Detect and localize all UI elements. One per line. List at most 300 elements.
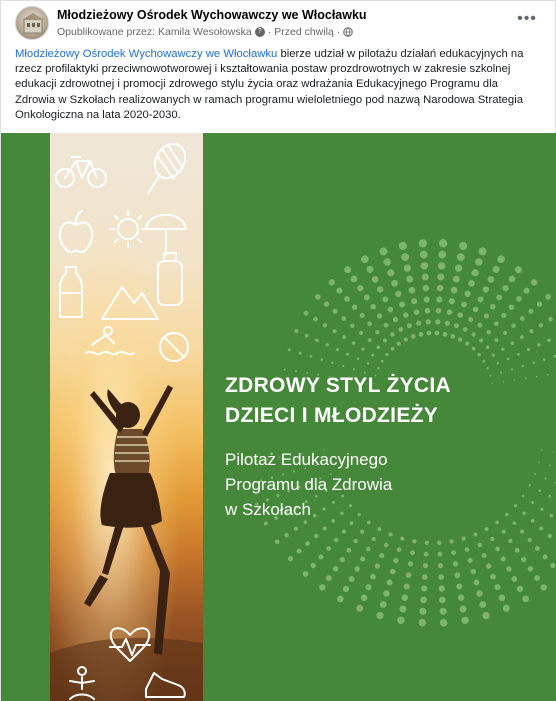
photo-strip <box>50 133 203 701</box>
decor-dot <box>507 358 510 361</box>
bicycle-icon <box>56 157 106 187</box>
decor-dot <box>320 358 323 361</box>
decor-dot <box>520 529 524 533</box>
decor-dot <box>460 606 467 613</box>
decor-dot <box>528 309 533 314</box>
decor-dot <box>341 316 346 321</box>
decor-dot <box>503 605 510 612</box>
decor-dot <box>403 312 408 317</box>
decor-dot <box>419 619 427 627</box>
decor-dot <box>395 291 401 297</box>
decor-dot <box>522 596 529 603</box>
decor-dot <box>397 547 402 552</box>
decor-dot <box>465 342 469 346</box>
decor-dot <box>389 532 393 536</box>
decor-dot <box>337 596 344 603</box>
decor-dot <box>326 343 329 346</box>
decor-dot <box>315 294 321 300</box>
decor-dot <box>468 317 473 322</box>
decor-dot <box>377 527 381 531</box>
decor-dot <box>532 362 534 364</box>
decor-dot <box>357 285 363 291</box>
decor-dot <box>524 288 530 294</box>
decor-dot <box>483 286 489 292</box>
page-name-link[interactable]: Młodzieżowy Ośrodek Wychowawczy we Włocławku <box>57 8 367 22</box>
decor-dot <box>404 264 411 271</box>
decor-dot <box>411 334 416 339</box>
decor-dot <box>511 323 515 327</box>
decor-dot <box>319 584 325 590</box>
decor-dot <box>342 529 346 533</box>
decor-dot <box>459 242 467 250</box>
decor-dot <box>482 553 487 558</box>
decor-dot <box>468 280 475 287</box>
decor-dot <box>333 329 337 333</box>
decor-dot <box>494 338 498 342</box>
decor-dot <box>438 262 445 269</box>
decor-dot <box>344 266 351 273</box>
sun-icon <box>110 211 146 247</box>
sunscreen-icon <box>158 253 182 305</box>
decor-dot <box>535 546 540 551</box>
decor-dot <box>475 258 483 266</box>
decor-dot <box>342 335 346 339</box>
decor-dot <box>506 566 511 571</box>
decor-dot <box>438 563 443 568</box>
decor-dot <box>406 572 412 578</box>
decor-dot <box>521 557 526 562</box>
decor-dot <box>462 536 466 540</box>
decor-dot <box>294 329 298 333</box>
decor-dot <box>443 332 448 337</box>
decor-dot <box>497 256 505 264</box>
decor-dot <box>435 331 440 336</box>
decor-dot <box>305 334 309 338</box>
decor-dot <box>421 585 427 591</box>
decor-dot <box>379 553 384 558</box>
decor-dot <box>438 574 444 580</box>
decor-dot <box>329 279 335 285</box>
decor-dot <box>485 527 489 531</box>
decor-dot <box>548 495 551 498</box>
decor-dot <box>370 304 376 310</box>
decor-dot <box>275 539 280 544</box>
decor-dot <box>397 342 401 346</box>
decor-dot <box>488 276 495 283</box>
mountain-icon <box>102 287 158 319</box>
decor-dot <box>520 335 524 339</box>
post-body-text: bierze udział w pilotażu działań edukacyjnych na rzecz profilaktyki przeciwnowotworowej i kształtowania postaw prozdrowotnych w zakresie szkolnej edukacji zdrowotnej i promocji zdrowego stylu życia oraz wdrażania Edukacyjnego Programu dla Zdrowia w Szkołach realizowanych w ramach programu wieloletniego pod nazwą Narodowa Strategia Onkologiczna na lata 2020-2030. <box>15 48 524 121</box>
decor-dot <box>437 541 441 545</box>
decor-dot <box>350 323 354 327</box>
page-mention-link[interactable]: Młodzieżowy Ośrodek Wychowawczy we Włocławku <box>15 48 278 60</box>
decor-dot <box>543 358 546 361</box>
decor-dot <box>473 532 477 536</box>
decor-dot <box>455 572 461 578</box>
decor-dot <box>478 543 483 548</box>
decor-dot <box>439 585 445 591</box>
decor-dot <box>349 576 355 582</box>
water-bottle-icon <box>60 267 82 317</box>
decor-dot <box>416 321 421 326</box>
decor-dot <box>534 575 540 581</box>
poster-title: ZDROWY STYL ŻYCIA DZIECI I MŁODZIEŻY <box>225 374 451 427</box>
decor-dot <box>402 594 409 601</box>
decor-dot <box>288 348 291 351</box>
decor-dot <box>517 586 523 592</box>
decor-dot <box>522 365 524 367</box>
decor-dot <box>539 323 543 327</box>
decor-dot <box>384 323 389 328</box>
decor-dot <box>264 522 268 526</box>
decor-dot <box>437 273 444 280</box>
decor-dot <box>393 558 398 563</box>
decor-dot <box>357 358 360 361</box>
decor-dot <box>347 548 352 553</box>
decor-dot <box>318 554 323 559</box>
decor-dot <box>478 296 484 302</box>
decor-dot <box>377 346 381 350</box>
decor-dot <box>487 330 491 334</box>
decor-dot <box>435 319 440 324</box>
decor-dot <box>326 546 331 551</box>
post-text <box>15 47 539 123</box>
decor-dot <box>472 269 479 276</box>
decor-dot <box>387 580 393 586</box>
decor-dot <box>454 323 459 328</box>
decor-dot <box>531 279 537 285</box>
decor-dot <box>457 312 462 317</box>
decor-dot <box>479 601 486 608</box>
decor-dot <box>361 595 368 602</box>
decor-dot <box>388 307 394 313</box>
decor-dot <box>501 313 506 318</box>
decor-dot <box>361 256 369 264</box>
decor-dot <box>486 563 491 568</box>
decor-dot <box>473 580 479 586</box>
decor-dot <box>334 538 338 542</box>
decor-dot <box>508 539 512 543</box>
decor-dot <box>458 594 465 601</box>
decor-dot <box>406 276 413 283</box>
decor-dot <box>515 266 522 273</box>
meta-separator-2: · <box>336 26 341 38</box>
decor-dot <box>384 543 389 548</box>
decor-dot <box>354 566 359 571</box>
decor-dot <box>453 276 460 283</box>
decor-dot <box>423 285 430 292</box>
decor-dot <box>502 530 506 534</box>
decor-dot <box>451 287 457 293</box>
decor-dot <box>550 563 555 568</box>
decor-dot <box>340 557 345 562</box>
globe-icon[interactable] <box>343 27 353 37</box>
decor-dot <box>383 590 389 596</box>
decor-dot <box>383 338 387 342</box>
decor-dot <box>323 526 327 530</box>
decor-dot <box>539 526 543 530</box>
decor-dot <box>541 584 547 590</box>
decor-dot <box>456 583 462 589</box>
decor-dot <box>375 330 379 334</box>
decor-dot <box>492 266 499 273</box>
decor-dot <box>342 365 344 367</box>
decor-dot <box>451 550 456 555</box>
decor-dot <box>528 566 534 572</box>
decor-dot <box>346 353 349 356</box>
decor-dot <box>310 563 315 568</box>
decor-dot <box>380 247 388 255</box>
decor-dot <box>458 337 462 341</box>
decor-dot <box>324 301 329 306</box>
decor-dot <box>344 296 350 302</box>
decor-dot <box>399 302 405 308</box>
decor-dot <box>360 313 365 318</box>
decor-dot <box>479 247 487 255</box>
decor-dot <box>366 266 373 273</box>
decor-dot <box>393 317 398 322</box>
decor-dot <box>550 514 554 518</box>
decor-dot <box>391 347 395 351</box>
decor-dot <box>503 331 507 335</box>
decor-dot <box>457 253 465 261</box>
decor-dot <box>440 619 448 627</box>
decor-dot <box>465 291 471 297</box>
decor-dot <box>425 308 431 314</box>
published-by-text: Opublikowane przez: Kamila Wesołowska <box>57 26 252 38</box>
post-header <box>15 6 545 42</box>
decor-dot <box>397 617 404 624</box>
decor-dot <box>515 548 520 553</box>
decor-dot <box>399 242 407 250</box>
decor-dot <box>472 347 476 351</box>
decor-dot <box>383 258 391 266</box>
decor-dot <box>368 338 372 342</box>
decor-dot <box>361 347 364 350</box>
post-time-link[interactable]: Przed chwilą <box>274 26 334 38</box>
decor-dot <box>537 343 540 346</box>
girl-silhouette <box>84 385 173 655</box>
decor-dot <box>326 575 332 581</box>
decor-dot <box>404 337 408 341</box>
decor-dot <box>502 285 508 291</box>
decor-dot <box>299 352 302 355</box>
decor-dot <box>436 308 442 314</box>
decor-dot <box>419 608 426 615</box>
decor-dot <box>548 317 553 322</box>
decor-dot <box>304 311 309 316</box>
more-options-button[interactable]: ••• <box>517 10 537 27</box>
decor-dot <box>376 612 383 619</box>
post-meta <box>57 26 353 38</box>
decor-dot <box>527 348 530 351</box>
decor-dot <box>360 556 365 561</box>
decor-dot <box>404 583 410 589</box>
decor-dot <box>387 269 394 276</box>
decor-dot <box>484 313 489 318</box>
decor-dot <box>494 321 499 326</box>
decor-dot <box>360 530 364 534</box>
decor-dot <box>314 534 318 538</box>
apple-icon <box>60 211 92 252</box>
decor-dot <box>492 354 495 357</box>
decor-dot <box>420 597 427 604</box>
decor-dot <box>366 547 371 552</box>
decor-dot <box>305 541 310 546</box>
decor-dot <box>427 331 432 336</box>
decor-dot <box>463 327 468 332</box>
decor-dot <box>424 296 430 302</box>
decor-dot <box>486 367 488 369</box>
decor-dot <box>547 339 551 343</box>
decor-dot <box>353 539 357 543</box>
decor-dot <box>479 338 483 342</box>
decor-dot <box>490 574 496 580</box>
decor-dot <box>303 571 309 577</box>
poster-subtitle: Pilotaż Edukacyjnego Programu dla Zdrowia w Szkołach <box>225 450 393 519</box>
tennis-racket-icon <box>148 138 191 193</box>
decor-dot <box>482 360 485 363</box>
decor-dot <box>381 360 384 363</box>
decor-dot <box>451 334 456 339</box>
decor-dot <box>401 253 409 261</box>
decor-dot <box>520 316 525 321</box>
decor-dot <box>382 296 388 302</box>
decor-dot <box>490 304 496 310</box>
decor-dot <box>410 550 415 555</box>
decor-dot <box>284 533 288 537</box>
decor-dot <box>352 341 356 345</box>
decor-dot <box>391 280 398 287</box>
decor-dot <box>499 595 506 602</box>
decor-dot <box>437 285 444 292</box>
decor-dot <box>331 362 333 364</box>
decor-dot <box>315 339 319 343</box>
decor-dot <box>471 332 475 336</box>
decor-dot <box>372 537 376 541</box>
decor-dot <box>336 288 342 294</box>
umbrella-icon <box>146 215 186 255</box>
decor-dot <box>440 608 447 615</box>
decor-dot <box>549 465 551 467</box>
decor-dot <box>426 319 431 324</box>
decor-dot <box>377 367 379 369</box>
decor-dot <box>419 239 427 247</box>
decor-dot <box>409 287 415 293</box>
decor-dot <box>501 347 504 350</box>
decor-dot <box>425 541 429 545</box>
decor-dot <box>486 346 490 350</box>
info-icon: ? <box>255 27 265 37</box>
decor-dot <box>468 558 473 563</box>
decor-dot <box>400 536 404 540</box>
decor-dot <box>333 309 338 314</box>
swimmer-icon <box>86 327 134 354</box>
decor-dot <box>477 353 480 356</box>
decor-dot <box>407 323 412 328</box>
decor-dot <box>419 332 424 337</box>
decor-dot <box>496 294 502 300</box>
decor-dot <box>367 321 372 326</box>
decor-dot <box>449 298 455 304</box>
decor-dot <box>511 341 515 345</box>
decor-dot <box>367 362 369 364</box>
decor-dot <box>445 321 450 326</box>
decor-dot <box>371 354 374 357</box>
decor-dot <box>421 262 428 269</box>
decor-dot <box>352 305 357 310</box>
decor-dot <box>366 584 372 590</box>
decor-dot <box>370 574 376 580</box>
decor-dot <box>471 569 477 575</box>
no-smoking-icon <box>160 333 188 361</box>
decor-dot <box>516 296 522 302</box>
decor-dot <box>552 451 553 452</box>
decor-dot <box>473 307 479 313</box>
decor-dot <box>380 601 387 608</box>
decor-dot <box>478 323 483 328</box>
decor-dot <box>420 251 428 259</box>
decor-dot <box>494 584 500 590</box>
decor-dot <box>398 327 403 332</box>
decor-dot <box>377 286 383 292</box>
decor-dot <box>423 563 428 568</box>
avatar[interactable] <box>15 6 49 40</box>
decor-dot <box>333 566 339 572</box>
decor-dot <box>411 298 417 304</box>
decor-dot <box>422 574 428 580</box>
decor-dot <box>517 353 520 356</box>
decor-dot <box>511 576 517 582</box>
decor-dot <box>495 547 500 552</box>
decor-dot <box>447 309 453 315</box>
decor-dot <box>482 612 489 619</box>
decor-dot <box>453 561 458 566</box>
decor-dot <box>422 273 429 280</box>
decor-dot <box>465 547 470 552</box>
decor-dot <box>385 353 388 356</box>
decor-dot <box>424 552 429 557</box>
decor-dot <box>323 323 327 327</box>
decor-dot <box>528 538 532 542</box>
decor-dot <box>548 534 552 538</box>
decor-dot <box>501 556 506 561</box>
meta-separator: · <box>267 26 272 38</box>
decor-dot <box>455 264 462 271</box>
decor-dot <box>438 251 446 259</box>
decor-dot <box>449 539 453 543</box>
decor-dot <box>359 331 363 335</box>
decor-dot <box>377 313 382 318</box>
decor-dot <box>343 586 349 592</box>
decor-dot <box>288 556 293 561</box>
decor-dot <box>436 296 442 302</box>
decor-dot <box>294 527 298 531</box>
decor-dot <box>529 329 533 333</box>
decor-dot <box>297 549 302 554</box>
decor-dot <box>537 301 542 306</box>
decor-dot <box>439 239 447 247</box>
decor-dot <box>414 309 420 315</box>
decor-dot <box>490 537 494 541</box>
decor-dot <box>509 305 514 310</box>
decor-dot <box>375 563 380 568</box>
decor-dot <box>545 294 551 300</box>
decor-dot <box>547 374 549 376</box>
decor-dot <box>439 597 446 604</box>
post-image[interactable] <box>1 133 556 701</box>
decor-dot <box>364 294 370 300</box>
